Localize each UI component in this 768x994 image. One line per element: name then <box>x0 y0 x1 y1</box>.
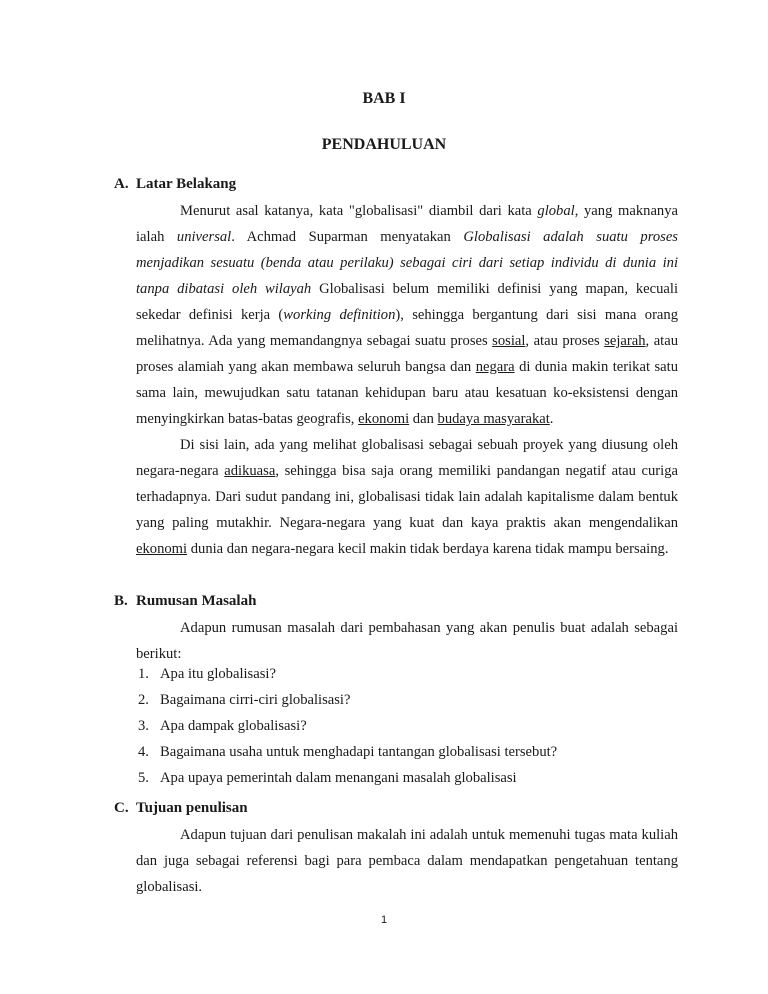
text-segment: , sehingga bisa saja orang memiliki pandangan negatif atau curiga terhadapnya. Dari sudut pandang ini, globalisasi tidak lain adalah kapitalisme dalam bentuk yang paling mutakhir. Negara-negara yang kuat dan kaya praktis akan mengendalikan <box>136 463 678 531</box>
italic-term-global: global <box>537 203 575 219</box>
list-text: Bagaimana cirri-ciri globalisasi? <box>160 692 351 708</box>
text-segment: Menurut asal katanya, kata "globalisasi" diambil dari kata <box>180 203 538 219</box>
text-segment: , atau proses <box>525 333 605 349</box>
list-number: 1. <box>138 666 149 682</box>
link-sejarah[interactable]: sejarah <box>604 333 646 349</box>
text-segment: , atau proses alamiah yang akan membawa seluruh bangsa dan <box>136 333 678 375</box>
text-segment: di dunia makin terikat satu sama lain, mewujudkan satu tatanan kehidupan baru atau kesatuan ko-eksistensi dengan menyingkirkan batas-batas geografis, <box>136 359 678 427</box>
section-c-number: C. <box>114 800 129 816</box>
text-segment: Di sisi lain, ada yang melihat globalisasi sebagai sebuah proyek yang diusung oleh negara-negara <box>136 437 678 479</box>
text-segment: . Achmad Suparman menyatakan <box>231 229 464 245</box>
section-b-heading <box>114 593 256 610</box>
text-segment: Adapun tujuan dari penulisan makalah ini adalah untuk memenuhi tugas mata kuliah dan juga sebagai referensi bagi para pembaca dalam mendapatkan pengetahuan tentang globalisasi. <box>136 827 678 895</box>
list-text: Bagaimana usaha untuk menghadapi tantangan globalisasi tersebut? <box>160 744 558 760</box>
section-a-heading <box>114 176 236 193</box>
link-negara[interactable]: negara <box>475 359 515 375</box>
link-sosial[interactable]: sosial <box>492 333 526 349</box>
italic-term-working-definition: working definition <box>283 307 396 323</box>
list-text: Apa upaya pemerintah dalam menangani masalah globalisasi <box>160 770 517 786</box>
text-segment: dunia dan negara-negara kecil makin tidak berdaya karena tidak mampu bersaing. <box>187 541 669 557</box>
list-item <box>138 744 557 761</box>
list-item <box>138 692 350 709</box>
list-text: Apa dampak globalisasi? <box>160 718 307 734</box>
text-segment: ), sehingga bergantung dari sisi mana orang melihatnya. Ada yang memandangnya sebagai suatu proses <box>136 307 678 349</box>
italic-quote: Globalisasi adalah suatu proses menjadikan sesuatu (benda atau perilaku) sebagai ciri dari setiap individu di dunia ini tanpa dibatasi oleh wilayah <box>136 229 678 297</box>
list-item <box>138 770 517 787</box>
section-b-number: B. <box>114 593 128 609</box>
text-segment: . <box>549 411 554 427</box>
list-text: Apa itu globalisasi? <box>160 666 276 682</box>
list-item <box>138 718 307 735</box>
section-b-title: Rumusan Masalah <box>136 593 257 609</box>
link-budaya-masyarakat[interactable]: budaya masyarakat <box>437 411 550 427</box>
text-segment: Adapun rumusan masalah dari pembahasan yang akan penulis buat adalah sebagai berikut: <box>136 620 678 662</box>
section-a-paragraph-2 <box>136 432 678 562</box>
section-c-paragraph <box>136 822 678 900</box>
chapter-title: BAB I <box>362 90 406 107</box>
section-a-title: Latar Belakang <box>136 176 237 192</box>
list-number: 4. <box>138 744 149 760</box>
link-adikuasa[interactable]: adikuasa <box>224 463 276 479</box>
section-c-heading <box>114 800 248 817</box>
section-c-title: Tujuan penulisan <box>136 800 248 816</box>
list-number: 2. <box>138 692 149 708</box>
list-item <box>138 666 276 683</box>
list-number: 3. <box>138 718 149 734</box>
text-segment: dan <box>409 411 438 427</box>
italic-term-universal: universal <box>176 229 232 245</box>
section-b-intro <box>136 615 678 667</box>
list-number: 5. <box>138 770 149 786</box>
section-a-paragraph-1 <box>136 198 678 432</box>
section-a-number: A. <box>114 176 129 192</box>
page-number: 1 <box>380 914 388 926</box>
text-segment: Globalisasi belum memiliki definisi yang mapan, kecuali sekedar definisi kerja ( <box>136 281 679 323</box>
chapter-subtitle: PENDAHULUAN <box>321 136 447 153</box>
text-segment: , yang maknanya ialah <box>136 203 678 245</box>
link-ekonomi[interactable]: ekonomi <box>136 541 188 557</box>
link-ekonomi[interactable]: ekonomi <box>358 411 410 427</box>
